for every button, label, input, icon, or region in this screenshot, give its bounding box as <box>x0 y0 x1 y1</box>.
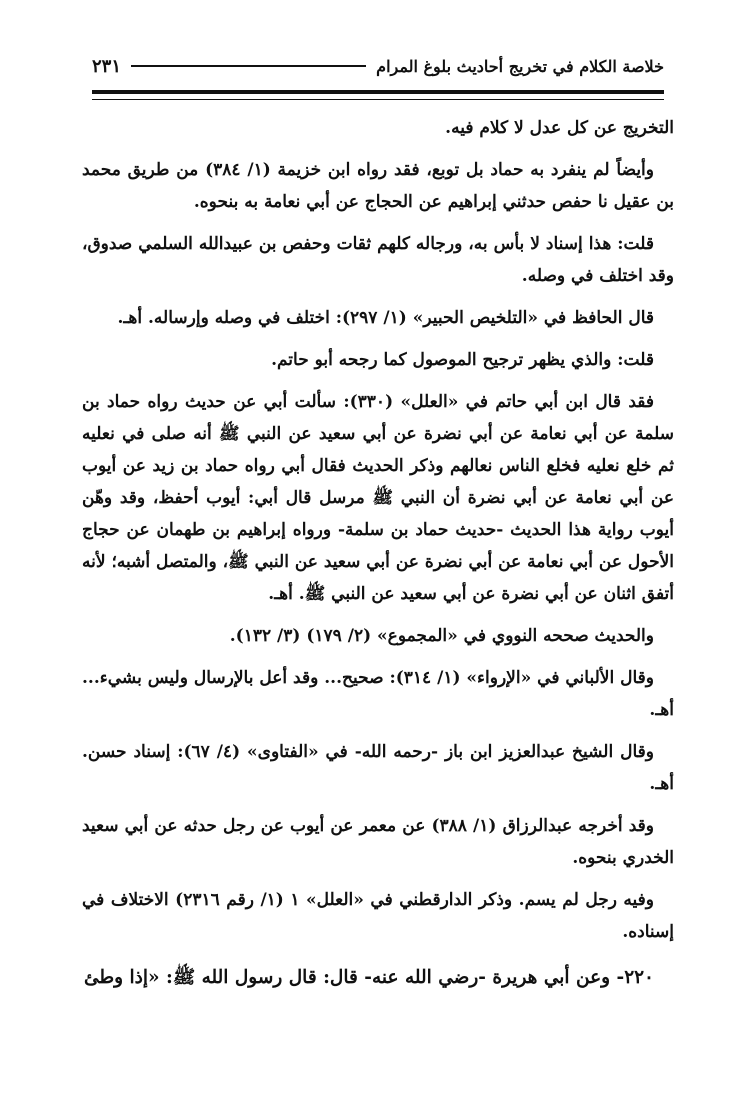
paragraph: وقال الشيخ عبدالعزيز ابن باز -رحمه الله- في «الفتاوى» (٤/ ٦٧): إسناد حسن. أهـ. <box>82 742 674 794</box>
running-header <box>92 52 664 80</box>
body-text <box>82 112 674 1072</box>
paragraph: وفيه رجل لم يسم. وذكر الدارقطني في «العلل» ١ (١/ رقم ٢٣١٦) الاختلاف في إسناده. <box>82 890 674 942</box>
paragraph: قال الحافظ في «التلخيص الحبير» (١/ ٢٩٧): اختلف في وصله وإرساله. أهـ. <box>117 308 654 328</box>
paragraph: قلت: هذا إسناد لا بأس به، ورجاله كلهم ثقات وحفص بن عبيدالله السلمي صدوق، وقد اختلف في وصله. <box>82 234 674 286</box>
paragraph: قلت: والذي يظهر ترجيح الموصول كما رجحه أبو حاتم. <box>271 350 654 370</box>
paragraph: فقد قال ابن أبي حاتم في «العلل» (٣٣٠): سألت أبي عن حديث رواه حماد بن سلمة عن أبي نعامة عن أبي نضرة عن أبي سعيد عن النبي ﷺ أنه صلى في نعليه ثم خلع نعليه فخلع الناس نعالهم وذكر الحديث فقال أبي رواه حماد بن زيد عن أيوب عن أبي نعامة عن أبي نضرة أن النبي ﷺ مرسل قال أبي: أيوب أحفظ، وقد وهّن أيوب رواية هذا الحديث -حديث حماد بن سلمة- ورواه إبراهيم بن طهمان عن حجاج الأحول عن أبي نعامة عن أبي نضرة عن أبي سعيد عن النبي ﷺ، والمتصل أشبه؛ لأنه أتفق اثنان عن أبي نضرة عن أبي سعيد عن النبي ﷺ. أهـ. <box>82 392 674 604</box>
paragraph: والحديث صححه النووي في «المجموع» (٢/ ١٧٩) (٣/ ١٣٢). <box>229 626 654 646</box>
header-line <box>131 65 366 67</box>
paragraph: وقال الألباني في «الإرواء» (١/ ٣١٤): صحيح... وقد أعل بالإرسال وليس بشيء... أهـ. <box>82 668 674 720</box>
book-title: خلاصة الكلام في تخريج أحاديث بلوغ المرام <box>376 56 664 76</box>
paragraph: وقد أخرجه عبدالرزاق (١/ ٣٨٨) عن معمر عن أيوب عن رجل حدثه عن أبي سعيد الخدري بنحوه. <box>82 816 674 868</box>
header-rule-thin <box>92 99 664 100</box>
paragraph: التخريج عن كل عدل لا كلام فيه. <box>445 118 674 138</box>
paragraph: وأيضاً لم ينفرد به حماد بل توبع، فقد رواه ابن خزيمة (١/ ٣٨٤) من طريق محمد بن عقيل نا حفص حدثني إبراهيم عن الحجاج عن أبي نعامة به بنحوه. <box>82 160 674 212</box>
page-number: ٢٣١ <box>92 55 122 77</box>
header-rule-thick <box>92 90 664 94</box>
hadith-heading: ٢٢٠- وعن أبي هريرة -رضي الله عنه- قال: قال رسول الله ﷺ: «إذا وطئ <box>83 967 654 988</box>
